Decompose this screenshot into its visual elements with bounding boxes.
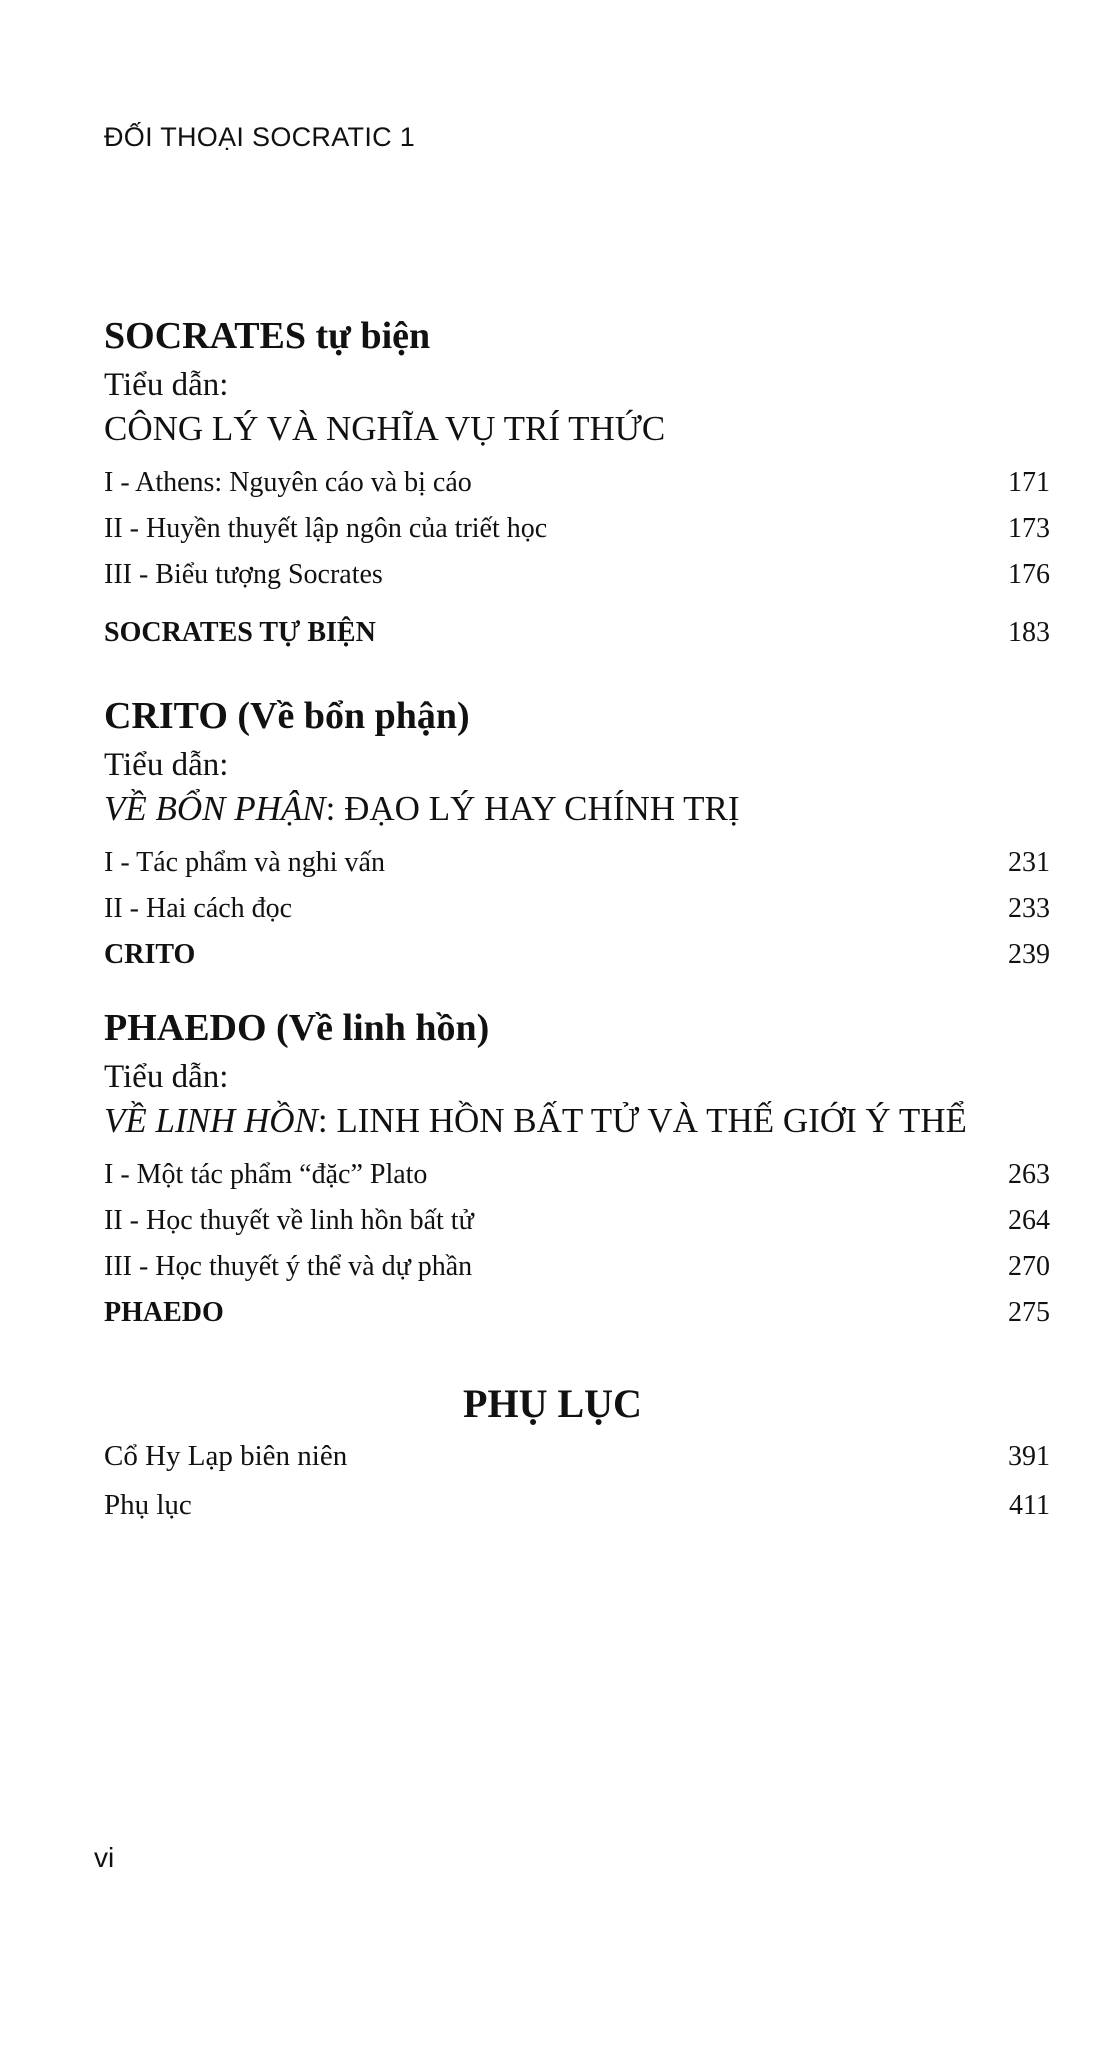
page-number-folio: vi	[94, 1842, 115, 1873]
toc-entry[interactable]	[104, 1198, 1050, 1244]
section-phaedo	[104, 1004, 1050, 1336]
toc-entry-label: PHAEDO	[104, 1297, 224, 1328]
toc-page-number: 411	[1009, 1490, 1050, 1521]
toc-entry[interactable]	[104, 460, 1050, 506]
toc-entry[interactable]	[104, 1244, 1050, 1290]
toc-entry-label: II - Học thuyết về linh hồn bất tử	[104, 1205, 474, 1236]
toc-entry-label: I - Một tác phẩm “đặc” Plato	[104, 1159, 428, 1190]
toc-entry[interactable]	[104, 552, 1050, 598]
intro-label: Tiểu dẫn:	[104, 747, 229, 783]
toc-entry[interactable]	[104, 506, 1050, 552]
toc-entry[interactable]	[104, 886, 1050, 932]
toc-page-number: 275	[1008, 1297, 1050, 1328]
section-title: SOCRATES tự biện	[104, 315, 431, 357]
toc-page-number: 173	[1008, 513, 1050, 544]
toc-page-number: 270	[1008, 1251, 1050, 1282]
toc-page-number: 391	[1008, 1441, 1050, 1472]
toc-page-number: 263	[1008, 1159, 1050, 1190]
appendix-list	[104, 1432, 1050, 1530]
running-head: ĐỐI THOẠI SOCRATIC 1	[104, 122, 416, 152]
intro-heading-rest: CÔNG LÝ VÀ NGHĨA VỤ TRÍ THỨC	[104, 409, 666, 448]
toc-entry[interactable]	[104, 1481, 1050, 1530]
appendix-title: PHỤ LỤC	[463, 1381, 642, 1426]
intro-heading	[104, 406, 1050, 452]
toc-page-number: 231	[1008, 847, 1050, 878]
toc-page-number: 264	[1008, 1205, 1050, 1236]
toc-entry-label: I - Tác phẩm và nghi vấn	[104, 847, 385, 878]
intro-heading-italic: VỀ LINH HỒN	[104, 1101, 318, 1140]
toc-entry-label: II - Huyền thuyết lập ngôn của triết học	[104, 513, 548, 544]
intro-heading-rest: : ĐẠO LÝ HAY CHÍNH TRỊ	[325, 789, 740, 828]
toc-page-number: 176	[1008, 559, 1050, 590]
toc-entry-label: CRITO	[104, 939, 196, 970]
intro-label: Tiểu dẫn:	[104, 1059, 229, 1095]
intro-heading	[104, 1098, 1050, 1144]
section-crito	[104, 692, 1050, 978]
toc-entry-label: III - Biểu tượng Socrates	[104, 559, 383, 590]
toc-main-entry[interactable]	[104, 932, 1050, 978]
toc-page-number: 233	[1008, 893, 1050, 924]
section-title: CRITO (Về bổn phận)	[104, 695, 470, 737]
intro-heading-rest: : LINH HỒN BẤT TỬ VÀ THẾ GIỚI Ý THỂ	[317, 1101, 967, 1140]
toc-entry-label: Cổ Hy Lạp biên niên	[104, 1440, 348, 1472]
toc-entry-label: Phụ lục	[104, 1489, 192, 1521]
toc-page-number: 183	[1008, 617, 1050, 648]
toc-entry-label: I - Athens: Nguyên cáo và bị cáo	[104, 467, 472, 498]
section-title: PHAEDO (Về linh hồn)	[104, 1007, 490, 1049]
intro-heading-italic: VỀ BỔN PHẬN	[104, 789, 326, 828]
toc-entry-label: II - Hai cách đọc	[104, 893, 293, 924]
toc-page-number: 171	[1008, 467, 1050, 498]
toc-entry[interactable]	[104, 1152, 1050, 1198]
toc-main-entry[interactable]	[104, 1290, 1050, 1336]
intro-label: Tiểu dẫn:	[104, 367, 229, 403]
toc-main-entry[interactable]	[104, 610, 1050, 656]
toc-entry-label: SOCRATES TỰ BIỆN	[104, 617, 376, 648]
toc-page-number: 239	[1008, 939, 1050, 970]
section-socrates	[104, 312, 1050, 656]
intro-heading	[104, 786, 1050, 832]
toc-entry[interactable]	[104, 840, 1050, 886]
toc-entry[interactable]	[104, 1432, 1050, 1481]
toc-entry-label: III - Học thuyết ý thể và dự phần	[104, 1251, 473, 1282]
